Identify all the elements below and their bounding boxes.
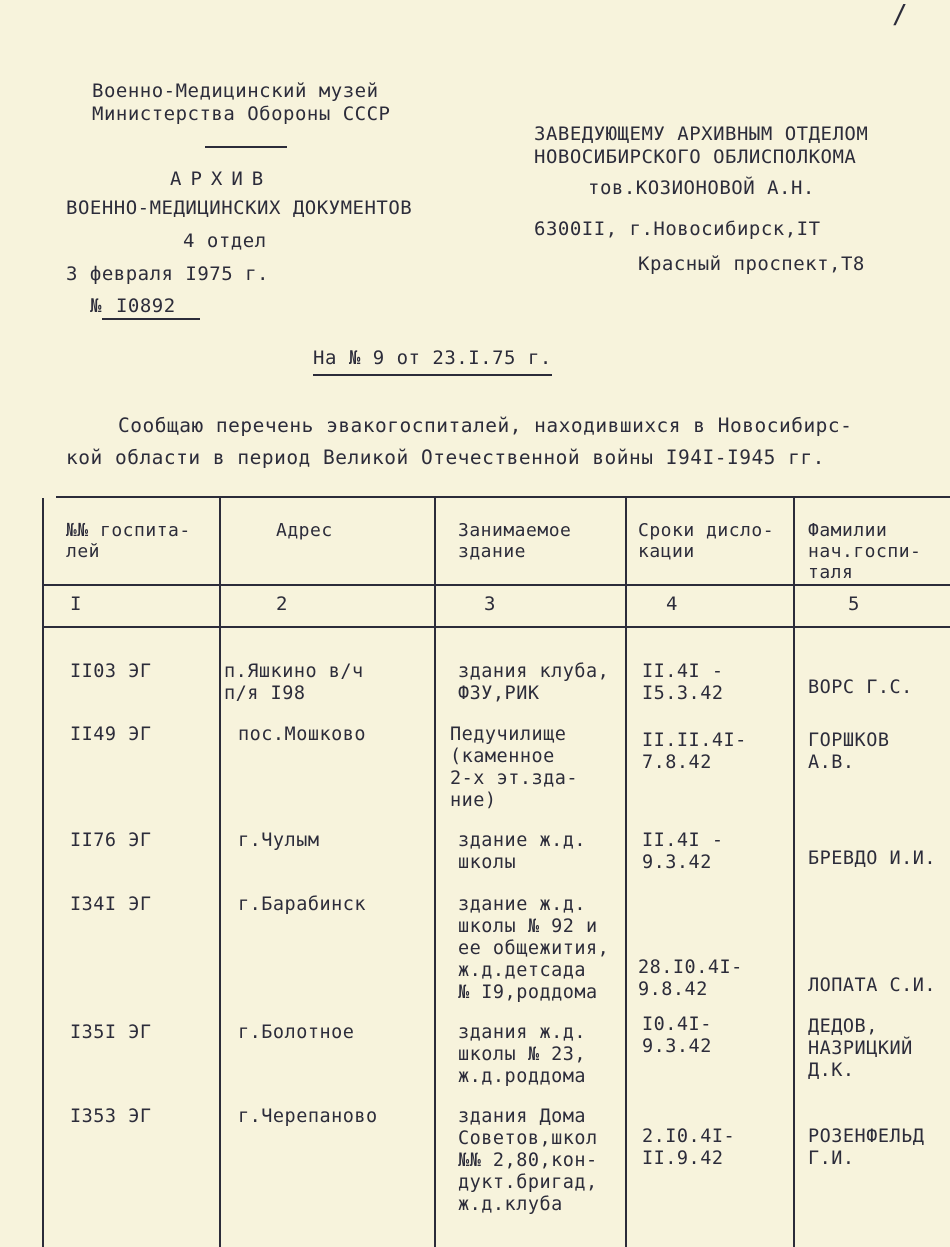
column-number: 2 — [276, 593, 288, 615]
cell-head: РОЗЕНФЕЛЬД Г.И. — [808, 1126, 925, 1169]
sender-org-line2: Министерства Обороны СССР — [92, 103, 391, 125]
recipient — [534, 123, 868, 169]
cell-hospital: I35I ЭГ — [70, 1022, 152, 1043]
cell-period: 2.I0.4I- II.9.42 — [642, 1126, 736, 1169]
sender-organization — [92, 80, 390, 126]
cell-building: Педучилище (каменное 2-х эт.зда- ние) — [450, 724, 579, 811]
table-col-rule — [625, 498, 627, 1247]
table-col-rule — [42, 498, 44, 1247]
cell-address: г.Черепаново — [238, 1106, 378, 1127]
cell-head: БРЕВДО И.И. — [808, 848, 937, 869]
cell-building: здание ж.д. школы № 92 и ее общежития, ж.д.детсада № I9,роддома — [458, 894, 610, 1003]
cell-building: здание ж.д. школы — [458, 830, 587, 873]
header-hospital: №№ госпита- лей — [66, 520, 191, 562]
header-building: Занимаемое здание — [458, 520, 572, 562]
letter-number — [90, 295, 200, 320]
recipient-line2: НОВОСИБИРСКОГО ОБЛИСПОЛКОМА — [534, 146, 857, 168]
message-line1: Сообщаю перечень эвакогоспиталей, находившихся в Новосибирс- — [118, 414, 853, 437]
cell-hospital: I34I ЭГ — [70, 894, 152, 915]
table-col-rule — [434, 498, 436, 1247]
header-period: Сроки дисло- кации — [638, 520, 775, 562]
table-col-rule — [793, 498, 795, 1247]
cell-period: II.II.4I- 7.8.42 — [642, 730, 747, 773]
cell-hospital: II03 ЭГ — [70, 661, 152, 682]
cell-hospital: I353 ЭГ — [70, 1106, 152, 1127]
cell-address: г.Барабинск — [238, 894, 367, 915]
header-address: Адрес — [276, 520, 333, 541]
cell-hospital: II49 ЭГ — [70, 724, 152, 745]
column-number: 5 — [848, 593, 860, 615]
cell-period: I0.4I- 9.3.42 — [642, 1014, 712, 1057]
column-number: I — [70, 593, 82, 615]
archive-title: АРХИВ — [170, 168, 273, 190]
page-corner-mark: / — [892, 0, 909, 30]
cell-period: II.4I - I5.3.42 — [642, 661, 724, 704]
sender-divider — [205, 146, 287, 148]
cell-building: здания Дома Советов,школ №№ 2,80,кон- дукт.бригад, ж.д.клуба — [458, 1106, 598, 1215]
cell-building: здания клуба, ФЗУ,РИК — [458, 661, 610, 704]
table-col-rule — [219, 498, 221, 1247]
department: 4 отдел — [183, 230, 267, 252]
reference-line: На № 9 от 23.I.75 г. — [313, 347, 552, 376]
cell-period: II.4I - 9.3.42 — [642, 830, 724, 873]
cell-address: п.Яшкино в/ч п/я I98 — [224, 661, 364, 704]
table-colnum-rule — [42, 626, 950, 628]
cell-address: пос.Мошково — [238, 724, 367, 745]
letter-date: 3 февраля I975 г. — [66, 263, 269, 285]
cell-period: 28.I0.4I- 9.8.42 — [638, 957, 743, 1000]
column-number: 4 — [666, 593, 678, 615]
cell-address: г.Чулым — [238, 830, 320, 851]
cell-head: ГОРШКОВ А.В. — [808, 730, 890, 773]
number-prefix: № — [90, 295, 102, 317]
number-value: I0892 — [102, 295, 200, 320]
archive-subtitle: ВОЕННО-МЕДИЦИНСКИХ ДОКУМЕНТОВ — [66, 197, 413, 219]
table-header-rule — [42, 584, 950, 586]
sender-org-line1: Военно-Медицинский музей — [92, 80, 379, 102]
header-head: Фамилии нач.госпи- таля — [808, 520, 922, 583]
cell-hospital: II76 ЭГ — [70, 830, 152, 851]
recipient-address-line2: Красный проспект,T8 — [638, 253, 865, 275]
table-top-rule — [56, 496, 950, 498]
cell-building: здания ж.д. школы № 23, ж.д.роддома — [458, 1022, 587, 1087]
cell-head: ЛОПАТА С.И. — [808, 975, 937, 996]
message-line2: кой области в период Великой Отечественной войны I94I-I945 гг. — [66, 446, 825, 469]
column-number: 3 — [484, 593, 496, 615]
recipient-name: тов.КОЗИОНОВОЙ А.Н. — [588, 177, 815, 199]
cell-address: г.Болотное — [238, 1022, 355, 1043]
recipient-line1: ЗАВЕДУЮЩЕМУ АРХИВНЫМ ОТДЕЛОМ — [534, 123, 869, 145]
cell-head: ДЕДОВ, НАЗРИЦКИЙ Д.К. — [808, 1016, 913, 1081]
cell-head: ВОРС Г.С. — [808, 677, 913, 698]
recipient-address-line1: 6300II, г.Новосибирск,IT — [534, 218, 821, 240]
